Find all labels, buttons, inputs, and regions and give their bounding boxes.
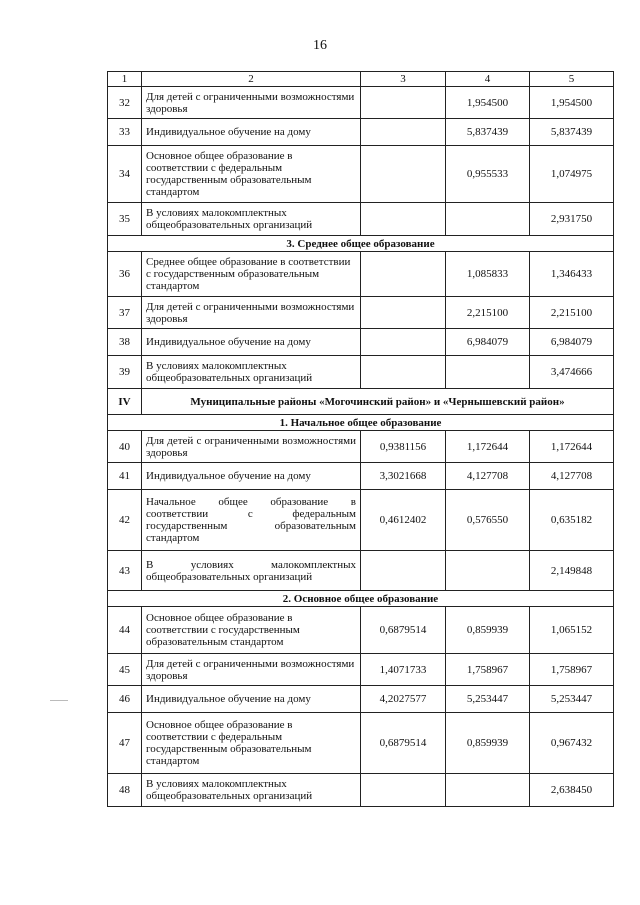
value-col3 [361, 551, 446, 591]
row-description: Начальное общее образование в соответствии с федеральным государственным образовательным стандартом [142, 490, 361, 551]
row-description: В условиях малокомплектных общеобразовательных организаций [142, 203, 361, 236]
value-col3 [361, 252, 446, 297]
value-col4: 0,576550 [446, 490, 530, 551]
value-col4 [446, 356, 530, 389]
section-heading: 1. Начальное общее образование [108, 415, 614, 431]
table-row [108, 654, 614, 686]
value-col5: 6,984079 [530, 329, 614, 356]
value-col5: 2,149848 [530, 551, 614, 591]
table-row [108, 713, 614, 774]
row-description: Индивидуальное обучение на дому [142, 686, 361, 713]
row-number: 38 [108, 329, 142, 356]
row-number: 34 [108, 146, 142, 203]
value-col5: 5,253447 [530, 686, 614, 713]
table-row [108, 203, 614, 236]
value-col4: 6,984079 [446, 329, 530, 356]
value-col4: 0,859939 [446, 607, 530, 654]
value-col5: 1,074975 [530, 146, 614, 203]
row-description: Для детей с ограниченными возможностями здоровья [142, 87, 361, 119]
row-description: Основное общее образование в соответствии с государственным образовательным стандартом [142, 607, 361, 654]
header-cell: 2 [142, 72, 361, 87]
value-col5: 0,967432 [530, 713, 614, 774]
row-number: 42 [108, 490, 142, 551]
value-col3 [361, 146, 446, 203]
table-row [108, 551, 614, 591]
row-number: 48 [108, 774, 142, 807]
row-description: В условиях малокомплектных общеобразовательных организаций [142, 356, 361, 389]
value-col5: 1,065152 [530, 607, 614, 654]
value-col5: 4,127708 [530, 463, 614, 490]
page-number: 16 [313, 38, 327, 53]
region-number: IV [108, 389, 142, 415]
row-number: 33 [108, 119, 142, 146]
value-col4: 4,127708 [446, 463, 530, 490]
value-col3 [361, 119, 446, 146]
value-col3: 0,6879514 [361, 713, 446, 774]
row-number: 46 [108, 686, 142, 713]
table-body [108, 72, 614, 807]
row-number: 35 [108, 203, 142, 236]
value-col5: 1,954500 [530, 87, 614, 119]
value-col5: 2,215100 [530, 297, 614, 329]
value-col3 [361, 329, 446, 356]
value-col4 [446, 203, 530, 236]
value-col3 [361, 356, 446, 389]
section-heading: 3. Среднее общее образование [108, 236, 614, 252]
value-col5: 1,758967 [530, 654, 614, 686]
value-col4: 0,859939 [446, 713, 530, 774]
table-row [108, 356, 614, 389]
row-description: Основное общее образование в соответствии с федеральным государственным образовательным стандартом [142, 146, 361, 203]
value-col4: 1,172644 [446, 431, 530, 463]
header-cell: 5 [530, 72, 614, 87]
row-number: 37 [108, 297, 142, 329]
row-number: 47 [108, 713, 142, 774]
table-row [108, 686, 614, 713]
region-heading-row [108, 389, 614, 415]
row-description: В условиях малокомплектных общеобразовательных организаций [142, 774, 361, 807]
value-col4: 5,837439 [446, 119, 530, 146]
value-col4: 1,758967 [446, 654, 530, 686]
row-number: 36 [108, 252, 142, 297]
row-number: 41 [108, 463, 142, 490]
section-heading-row [108, 415, 614, 431]
row-number: 40 [108, 431, 142, 463]
margin-mark [50, 700, 68, 701]
table-row [108, 119, 614, 146]
value-col3: 1,4071733 [361, 654, 446, 686]
value-col3: 0,9381156 [361, 431, 446, 463]
row-description: Основное общее образование в соответствии с федеральным государственным образовательным стандартом [142, 713, 361, 774]
value-col3: 0,6879514 [361, 607, 446, 654]
header-row [108, 72, 614, 87]
value-col5: 1,346433 [530, 252, 614, 297]
value-col3: 0,4612402 [361, 490, 446, 551]
value-col3: 3,3021668 [361, 463, 446, 490]
row-number: 45 [108, 654, 142, 686]
table-row [108, 774, 614, 807]
header-cell: 3 [361, 72, 446, 87]
row-number: 44 [108, 607, 142, 654]
value-col4 [446, 774, 530, 807]
row-description: Индивидуальное обучение на дому [142, 119, 361, 146]
row-description: Индивидуальное обучение на дому [142, 329, 361, 356]
header-cell: 4 [446, 72, 530, 87]
row-description: В условиях малокомплектных общеобразовательных организаций [142, 551, 361, 591]
table-row [108, 252, 614, 297]
row-description: Индивидуальное обучение на дому [142, 463, 361, 490]
section-heading-row [108, 236, 614, 252]
value-col4: 1,085833 [446, 252, 530, 297]
row-description: Для детей с ограниченными возможностями здоровья [142, 297, 361, 329]
value-col4: 5,253447 [446, 686, 530, 713]
value-col3 [361, 87, 446, 119]
header-cell: 1 [108, 72, 142, 87]
table-row [108, 490, 614, 551]
row-number: 32 [108, 87, 142, 119]
table-row [108, 329, 614, 356]
value-col4: 2,215100 [446, 297, 530, 329]
table-row [108, 87, 614, 119]
row-description: Для детей с ограниченными возможностями здоровья [142, 654, 361, 686]
section-heading: 2. Основное общее образование [108, 591, 614, 607]
value-col5: 1,172644 [530, 431, 614, 463]
row-description: Для детей с ограниченными возможностями здоровья [142, 431, 361, 463]
region-title: Муниципальные районы «Могочинский район» и «Чернышевский район» [142, 389, 614, 415]
value-col3 [361, 203, 446, 236]
value-col5: 5,837439 [530, 119, 614, 146]
value-col5: 3,474666 [530, 356, 614, 389]
table-row [108, 431, 614, 463]
value-col5: 2,931750 [530, 203, 614, 236]
value-col4: 0,955533 [446, 146, 530, 203]
table-row [108, 297, 614, 329]
row-number: 43 [108, 551, 142, 591]
value-col4: 1,954500 [446, 87, 530, 119]
coefficients-table [107, 71, 614, 807]
value-col5: 0,635182 [530, 490, 614, 551]
row-number: 39 [108, 356, 142, 389]
value-col4 [446, 551, 530, 591]
value-col3 [361, 774, 446, 807]
table-row [108, 146, 614, 203]
value-col3: 4,2027577 [361, 686, 446, 713]
table-row [108, 463, 614, 490]
row-description: Среднее общее образование в соответствии с государственным образовательным стандартом [142, 252, 361, 297]
value-col5: 2,638450 [530, 774, 614, 807]
section-heading-row [108, 591, 614, 607]
value-col3 [361, 297, 446, 329]
table-row [108, 607, 614, 654]
